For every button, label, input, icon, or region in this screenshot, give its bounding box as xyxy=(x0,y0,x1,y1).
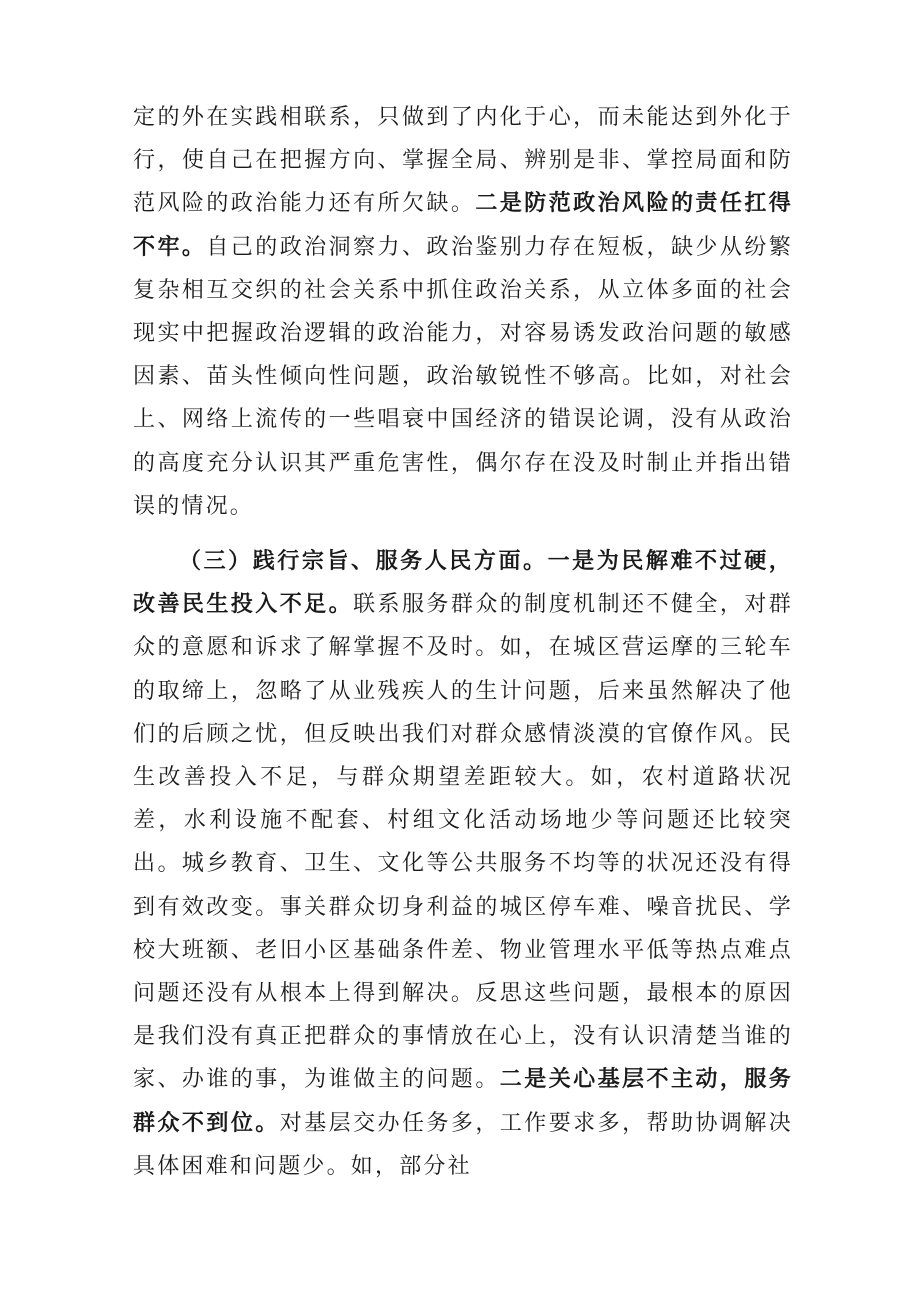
paragraph-serve-people xyxy=(133,540,793,1188)
section-heading-serve-people: （三）践行宗旨、服务人民方面。 xyxy=(179,548,548,575)
bold-heading-grassroots: 二是关心基层不主动，服务群众不到位。 xyxy=(133,1066,793,1136)
paragraph-text: 定的外在实践相联系，只做到了内化于心，而未能达到外化于行，使自己在把握方向、掌握全局、辨别是非、掌控局面和防范风险的政治能力还有所欠缺。 xyxy=(133,105,793,217)
paragraph-political-risk xyxy=(133,96,793,528)
paragraph-text: 联系服务群众的制度机制还不健全，对群众的意愿和诉求了解掌握不及时。如，在城区营运摩的三轮车的取缔上，忽略了从业残疾人的生计问题，后来虽然解决了他们的后顾之忧，但反映出我们对群众感情淡漠的官僚作风。民生改善投入不足，与群众期望差距较大。如，农村道路状况差，水利设施不配套、村组文化活动场地少等问题还比较突出。城乡教育、卫生、文化等公共服务不均等的状况还没有得到有效改变。事关群众切身利益的城区停车难、噪音扰民、学校大班额、老旧小区基础条件差、物业管理水平低等热点难点问题还没有从根本上得到解决。反思这些问题，最根本的原因是我们没有真正把群众的事情放在心上，没有认识清楚当谁的家、办谁的事，为谁做主的问题。 xyxy=(133,592,793,1093)
bold-heading-livelihood: 一是为民解难不过硬，改善民生投入不足。 xyxy=(133,548,793,618)
bold-heading-political-risk: 二是防范政治风险的责任扛得不牢。 xyxy=(133,190,793,260)
document-page xyxy=(133,96,793,1188)
paragraph-text: 自己的政治洞察力、政治鉴别力存在短板，缺少从纷繁复杂相互交织的社会关系中抓住政治关系，从立体多面的社会现实中把握政治逻辑的政治能力，对容易诱发政治问题的敏感因素、苗头性倾向性问题，政治敏锐性不够高。比如，对社会上、网络上流传的一些唱衰中国经济的错误论调，没有从政治的高度充分认识其严重危害性，偶尔存在没及时制止并指出错误的情况。 xyxy=(133,234,793,519)
paragraph-text: 对基层交办任务多，工作要求多，帮助协调解决具体困难和问题少。如，部分社 xyxy=(133,1110,794,1179)
